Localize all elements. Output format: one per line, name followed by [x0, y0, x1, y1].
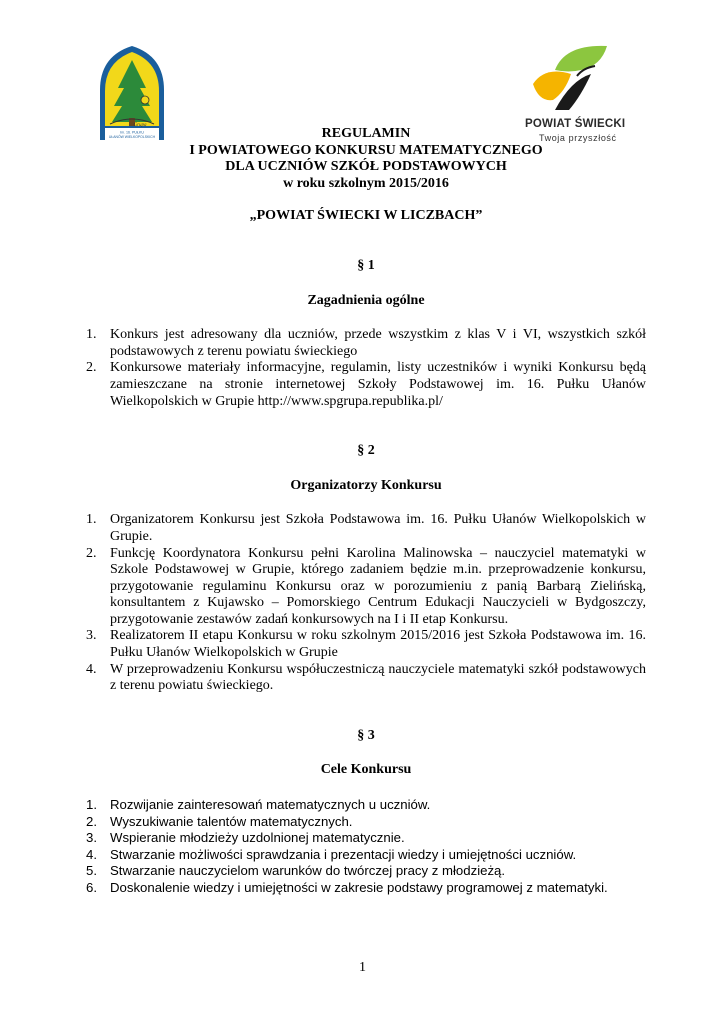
title-line-4: w roku szkolnym 2015/2016	[283, 175, 449, 191]
item-text: Wyszukiwanie talentów matematycznych.	[110, 813, 353, 829]
item-text: Konkurs jest adresowany dla uczniów, przede wszystkim z klas V i VI, wszystkich szkół podstawowych z terenu powiatu świeckiego	[110, 327, 646, 359]
item-number: 2.	[86, 360, 97, 376]
county-logo-name: POWIAT ŚWIECKI	[525, 118, 626, 130]
section-1-mark: § 1	[357, 257, 375, 273]
list-item	[86, 662, 646, 695]
item-text: W przeprowadzeniu Konkursu współuczestniczą nauczyciele matematyki szkół podstawowych z terenu powiatu świeckiego.	[110, 661, 646, 694]
school-logo-caption-1: Im. 16. PUŁKU	[120, 130, 144, 135]
item-text: Rozwijanie zainteresowań matematycznych u uczniów.	[110, 797, 431, 813]
page-number: 1	[359, 960, 366, 975]
list-item	[86, 546, 646, 629]
school-logo-script: Grupa	[133, 123, 147, 128]
list-item	[86, 797, 646, 814]
item-number: 2.	[86, 545, 97, 561]
document-body	[86, 126, 646, 897]
school-logo-caption-2: UŁANÓW WIELKOPOLSKICH	[108, 135, 156, 139]
item-number: 1.	[86, 512, 97, 528]
list-item	[86, 863, 646, 880]
section-2-title: Organizatorzy Konkursu	[290, 477, 442, 493]
item-text: Funkcję Koordynatora Konkursu pełni Karolina Malinowska – nauczyciel matematyki w Szkole Podstawowej w Grupie, którego zadaniem będzie m.in. przeprowadzenie konkursu, przygotowanie regulaminu Konkursu oraz w porozumieniu z panią Barbarą Zielińską, konsultantem z Kujawsko – Pomorskiego Centrum Edukacji Nauczycieli w Bydgoszczy, przygotowanie zestawów zadań konkursowych na I i II etap Konkursu.	[110, 545, 646, 627]
item-number: 5.	[86, 863, 97, 879]
item-text: Stwarzanie możliwości sprawdzania i prezentacji wiedzy i umiejętności uczniów.	[110, 846, 577, 862]
list-item	[86, 628, 646, 661]
section-3-list	[86, 797, 646, 897]
section-3-title: Cele Konkursu	[320, 762, 412, 778]
item-number: 6.	[86, 880, 97, 895]
section-2-list	[86, 512, 646, 695]
list-item	[86, 512, 646, 545]
section-2-mark: § 2	[357, 443, 375, 459]
item-number: 4.	[86, 661, 97, 677]
title-line-3: DLA UCZNIÓW SZKÓŁ PODSTAWOWYCH	[225, 159, 507, 175]
item-number: 3.	[86, 628, 97, 644]
list-item	[86, 830, 646, 847]
item-number: 1.	[86, 327, 97, 343]
item-text: Stwarzanie nauczycielom warunków do twórczej pracy z młodzieżą.	[110, 863, 506, 879]
county-emblem-icon	[525, 40, 625, 118]
item-text: Doskonalenie wiedzy i umiejętności w zakresie podstawy programowej z matematyki.	[110, 880, 608, 895]
section-1-title: Zagadnienia ogólne	[307, 292, 425, 308]
county-logo-tagline: Twoja przyszłość	[539, 133, 617, 143]
item-number: 3.	[86, 830, 97, 846]
item-number: 1.	[86, 797, 97, 813]
list-item	[86, 327, 646, 360]
section-1-list	[86, 327, 646, 410]
item-text: Realizatorem II etapu Konkursu w roku szkolnym 2015/2016 jest Szkoła Podstawowa im. 16. Pułku Ułanów Wielkopolskich w Grupie	[110, 628, 646, 661]
list-item	[86, 360, 646, 410]
item-text: Organizatorem Konkursu jest Szkoła Podstawowa im. 16. Pułku Ułanów Wielkopolskich w Grupie.	[110, 512, 646, 544]
item-text: Konkursowe materiały informacyjne, regulamin, listy uczestników i wyniki Konkursu będą zamieszczane na stronie internetowej Szkoły Podstawowej im. 16. Pułku Ułanów Wielkopolskich w Grupie http://www.spgrupa.republika.pl/	[110, 360, 646, 409]
document-subtitle: „POWIAT ŚWIECKI W LICZBACH”	[249, 208, 483, 224]
title-line-1: REGULAMIN	[321, 126, 411, 141]
item-text: Wspieranie młodzieży uzdolnionej matematycznie.	[110, 830, 405, 846]
list-item	[86, 847, 646, 864]
section-3-mark: § 3	[357, 727, 375, 743]
list-item	[86, 814, 646, 831]
item-number: 2.	[86, 813, 97, 829]
title-line-2: I POWIATOWEGO KONKURSU MATEMATYCZNEGO	[189, 142, 543, 158]
item-number: 4.	[86, 846, 97, 862]
list-item	[86, 880, 646, 897]
